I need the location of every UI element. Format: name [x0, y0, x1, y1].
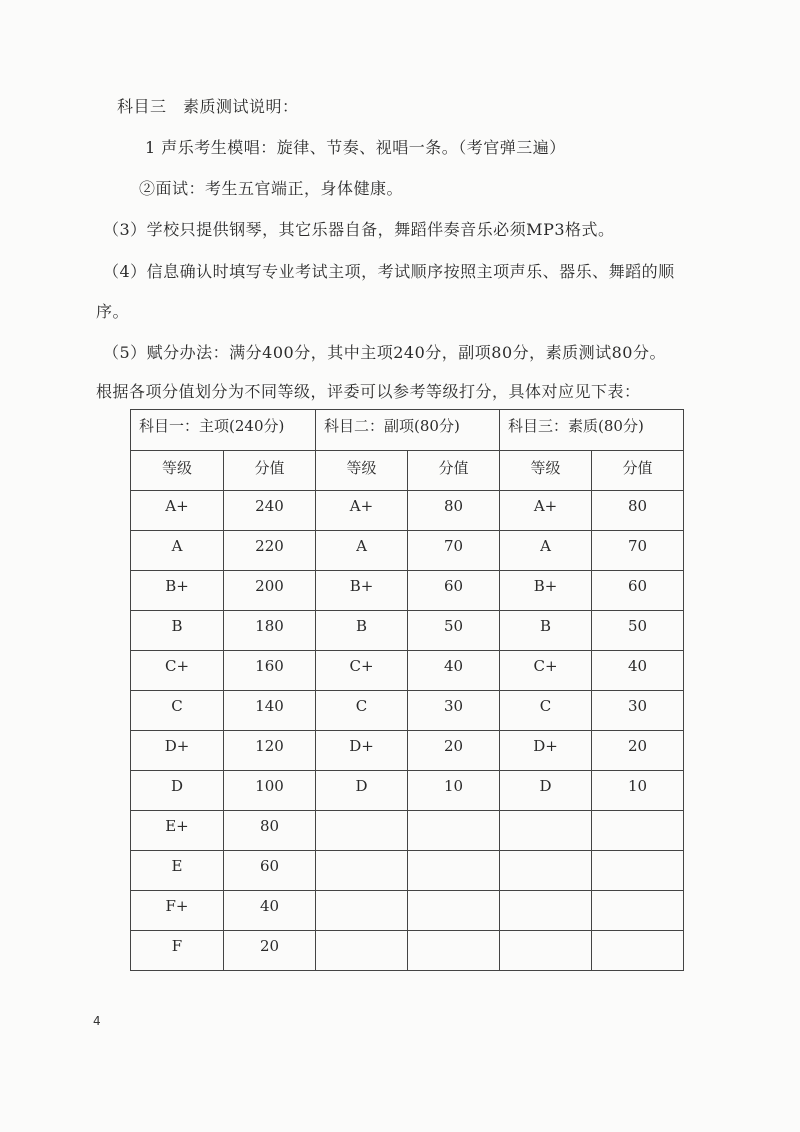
grade-cell — [316, 931, 408, 971]
subheader-score: 分值 — [592, 451, 684, 491]
header-subject-2: 科目二：副项(80分) — [316, 410, 500, 451]
grade-cell: F+ — [131, 891, 224, 931]
score-cell: 160 — [224, 651, 316, 691]
score-cell: 40 — [408, 651, 500, 691]
grade-cell — [316, 811, 408, 851]
table-row — [131, 491, 684, 531]
table-row — [131, 651, 684, 691]
score-cell: 120 — [224, 731, 316, 771]
grade-cell: F — [131, 931, 224, 971]
grade-cell: B — [500, 611, 592, 651]
table-row — [131, 611, 684, 651]
score-cell — [592, 891, 684, 931]
table-subheader-row — [131, 451, 684, 491]
grade-cell: D+ — [500, 731, 592, 771]
score-cell: 80 — [408, 491, 500, 531]
subheader-grade: 等级 — [131, 451, 224, 491]
grade-cell: D — [131, 771, 224, 811]
table-row — [131, 771, 684, 811]
score-cell: 20 — [224, 931, 316, 971]
grade-cell: B — [131, 611, 224, 651]
paragraph-scoring: （5）赋分办法：满分400分，其中主项240分，副项80分，素质测试80分。 — [103, 343, 666, 362]
score-cell: 80 — [224, 811, 316, 851]
subheader-score: 分值 — [408, 451, 500, 491]
grade-cell — [500, 891, 592, 931]
table-row — [131, 731, 684, 771]
score-cell — [408, 931, 500, 971]
score-cell: 60 — [592, 571, 684, 611]
score-cell — [592, 931, 684, 971]
paragraph-exam-order-cont: 序。 — [96, 302, 130, 321]
grade-cell — [500, 811, 592, 851]
score-cell — [408, 851, 500, 891]
paragraph-interview: ②面试：考生五官端正，身体健康。 — [139, 179, 404, 198]
score-cell: 50 — [408, 611, 500, 651]
grade-cell — [500, 931, 592, 971]
grade-cell — [316, 851, 408, 891]
score-cell: 10 — [408, 771, 500, 811]
subheader-score: 分值 — [224, 451, 316, 491]
subheader-grade: 等级 — [316, 451, 408, 491]
score-cell: 100 — [224, 771, 316, 811]
score-cell: 240 — [224, 491, 316, 531]
table-row — [131, 571, 684, 611]
grade-cell: A — [500, 531, 592, 571]
grade-score-table — [130, 409, 684, 971]
score-cell — [408, 891, 500, 931]
score-cell: 60 — [224, 851, 316, 891]
score-cell: 20 — [408, 731, 500, 771]
paragraph-grade-intro: 根据各项分值划分为不同等级，评委可以参考等级打分，具体对应见下表： — [96, 382, 641, 401]
grade-cell: E+ — [131, 811, 224, 851]
section-heading: 科目三 素质测试说明： — [117, 97, 299, 116]
grade-cell: B+ — [131, 571, 224, 611]
grade-cell: D — [316, 771, 408, 811]
header-subject-3: 科目三：素质(80分) — [500, 410, 684, 451]
score-cell: 180 — [224, 611, 316, 651]
grade-cell: C — [131, 691, 224, 731]
score-cell: 40 — [224, 891, 316, 931]
grade-cell: B+ — [316, 571, 408, 611]
grade-cell — [316, 891, 408, 931]
grade-cell — [500, 851, 592, 891]
score-cell: 80 — [592, 491, 684, 531]
paragraph-exam-order: （4）信息确认时填写专业考试主项，考试顺序按照主项声乐、器乐、舞蹈的顺 — [103, 262, 675, 281]
score-cell: 60 — [408, 571, 500, 611]
score-cell: 10 — [592, 771, 684, 811]
grade-cell: D+ — [131, 731, 224, 771]
table-row — [131, 931, 684, 971]
grade-cell: E — [131, 851, 224, 891]
grade-cell: B — [316, 611, 408, 651]
grade-cell: A — [316, 531, 408, 571]
grade-cell: C+ — [131, 651, 224, 691]
grade-cell: A — [131, 531, 224, 571]
score-cell — [592, 851, 684, 891]
score-cell: 50 — [592, 611, 684, 651]
grade-cell: D+ — [316, 731, 408, 771]
score-cell: 140 — [224, 691, 316, 731]
grade-cell: A+ — [500, 491, 592, 531]
grade-cell: B+ — [500, 571, 592, 611]
table-row — [131, 811, 684, 851]
score-cell: 200 — [224, 571, 316, 611]
grade-cell: A+ — [131, 491, 224, 531]
grade-cell: C — [316, 691, 408, 731]
table-row — [131, 851, 684, 891]
grade-cell: C — [500, 691, 592, 731]
score-cell: 220 — [224, 531, 316, 571]
grade-cell: C+ — [500, 651, 592, 691]
table-header-row — [131, 410, 684, 451]
score-cell — [592, 811, 684, 851]
score-cell: 70 — [592, 531, 684, 571]
paragraph-vocal-test: 1 声乐考生模唱：旋律、节奏、视唱一条。（考官弹三遍） — [145, 138, 566, 157]
score-cell: 20 — [592, 731, 684, 771]
table-row — [131, 531, 684, 571]
score-cell: 30 — [408, 691, 500, 731]
grade-cell: C+ — [316, 651, 408, 691]
score-cell: 40 — [592, 651, 684, 691]
subheader-grade: 等级 — [500, 451, 592, 491]
paragraph-instruments: （3）学校只提供钢琴，其它乐器自备，舞蹈伴奏音乐必须MP3格式。 — [103, 220, 615, 239]
grade-cell: D — [500, 771, 592, 811]
score-cell — [408, 811, 500, 851]
score-cell: 70 — [408, 531, 500, 571]
grade-cell: A+ — [316, 491, 408, 531]
table-row — [131, 691, 684, 731]
page-number: 4 — [93, 1014, 101, 1028]
table-row — [131, 891, 684, 931]
score-cell: 30 — [592, 691, 684, 731]
header-subject-1: 科目一：主项(240分) — [131, 410, 316, 451]
